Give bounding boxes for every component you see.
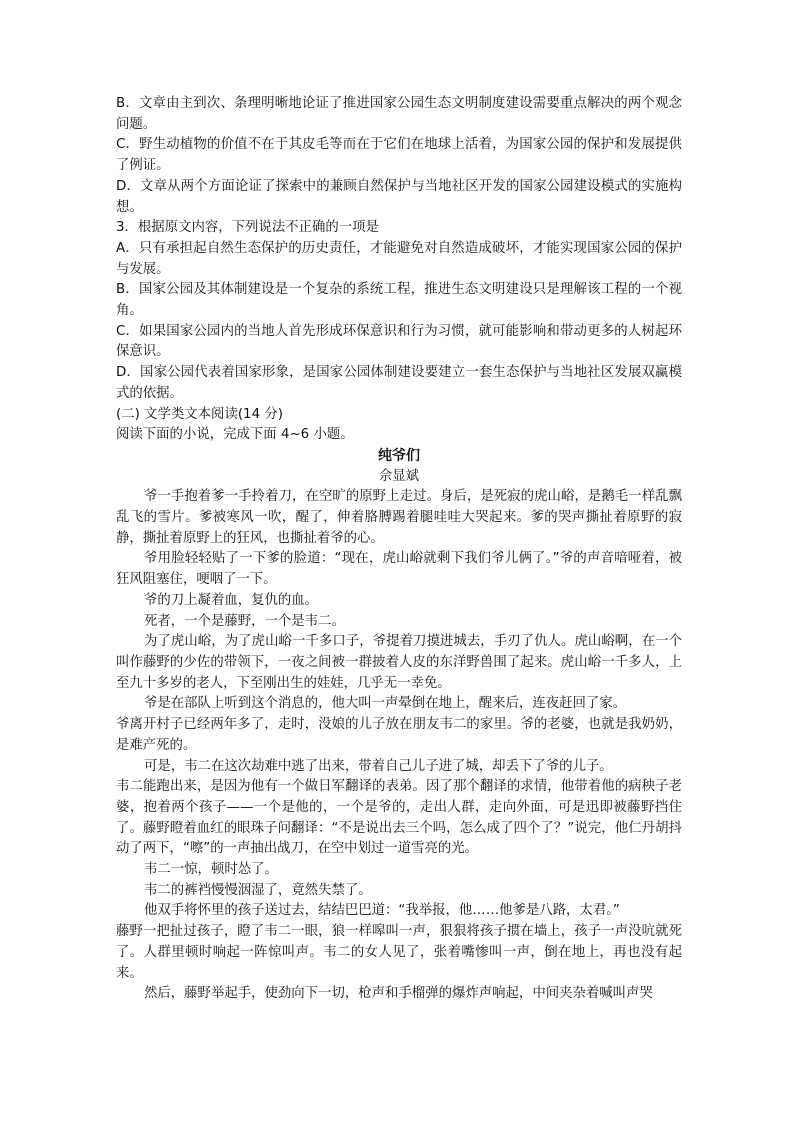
story-paragraph: 死者，一个是藤野，一个是韦二。: [144, 613, 345, 629]
option-item: D．文章从两个方面论证了探索中的兼顾自然保护与当地社区开发的国家公园建设模式的实施构想。: [116, 178, 682, 215]
story-paragraph: 爷一手抱着爹一手拎着刀，在空旷的原野上走过。身后，是死寂的虎山峪，是鹅毛一样乱飘乱飞的雪片。爹被寒风一吹，醒了，伸着胳膊踢着腿哇哇大哭起来。爹的哭声撕扯着原野的寂静，撕扯着原野上的狂风，也撕扯着爷的心。: [116, 489, 682, 546]
option-item: D．国家公园代表着国家形象，是国家公园体制建设要建立一套生态保护与当地社区发展双赢模式的依据。: [116, 365, 682, 401]
story-paragraph: 爷是在部队上听到这个消息的，他大叫一声晕倒在地上，醒来后，连夜赶回了家。: [144, 696, 627, 712]
question-3-stem: 3．根据原文内容，下列说法不正确的一项是: [116, 220, 379, 236]
story-paragraph: 韦二能跑出来，是因为他有一个做日军翻译的表弟。因了那个翻译的求情，他带着他的病秧子老婆，抱着两个孩子——一个是他的，一个是爷的，走出人群，走向外面，可是迅即被藤野挡住了。藤野瞪着血红的眼珠子问翻译：“不是说出去三个吗，怎么成了四个了？”说完，他仁丹胡抖动了两下，“嚓”的一声抽出战刀，在空中划过一道雪亮的光。: [116, 779, 682, 857]
option-item: B．国家公园及其体制建设是一个复杂的系统工程，推进生态文明建设只是理解该工程的一个视角。: [116, 282, 682, 319]
option-item: B．文章由主到次、条理明晰地论证了推进国家公园生态文明制度建设需要重点解决的两个观念问题。: [116, 96, 682, 132]
story-paragraph: 韦二一惊，顿时怂了。: [144, 862, 278, 878]
story-paragraph: 爷用脸轻轻贴了一下爹的脸道：“现在，虎山峪就剩下我们爷儿俩了。”爷的声音喑哑着，被狂风阻塞住，哽咽了一下。: [116, 551, 682, 588]
story-paragraph: 他双手将怀里的孩子送过去，结结巴巴道：“我举报，他……他爹是八路，太君。”: [144, 903, 620, 919]
question-options-top: [116, 94, 682, 218]
story-paragraph: 然后，藤野举起手，使劲向下一切，枪声和手榴弹的爆炸声响起，中间夹杂着喊叫声哭: [144, 986, 653, 1002]
story-paragraph: 韦二的裤裆慢慢洇湿了，竟然失禁了。: [144, 882, 372, 898]
story-paragraph: 爷离开村子已经两年多了，走时，没娘的儿子放在朋友韦二的家里。爷的老婆，也就是我奶奶，是难产死的。: [116, 717, 682, 753]
story-paragraph: 藤野一把扯过孩子，瞪了韦二一眼，狼一样嗥叫一声，狠狠将孩子掼在墙上，孩子一声没吭就死了。人群里顿时响起一阵惊叫声。韦二的女人见了，张着嘴惨叫一声，倒在地上，再也没有起来。: [116, 924, 682, 981]
option-item: C．野生动植物的价值不在于其皮毛等而在于它们在地球上活着，为国家公园的保护和发展提供了例证。: [116, 137, 682, 174]
document-page: [116, 94, 682, 1005]
question-3-options: [116, 239, 682, 405]
story-paragraph: 为了虎山峪，为了虎山峪一千多口子，爷提着刀摸进城去，手刃了仇人。虎山峪啊，在一个叫作藤野的少佐的带领下，一夜之间被一群披着人皮的东洋野兽围了起来。虎山峪一千多人，上至九十多岁的老人，下至刚出生的娃娃，几乎无一幸免。: [116, 634, 682, 691]
story-author: 佘显斌: [378, 468, 420, 484]
option-item: C．如果国家公园内的当地人首先形成环保意识和行为习惯，就可能影响和带动更多的人树起环保意识。: [116, 323, 682, 360]
story-body: [116, 487, 682, 1005]
section-instruction: 阅读下面的小说，完成下面 4~6 小题。: [116, 427, 354, 443]
option-item: A．只有承担起自然生态保护的历史责任，才能避免对自然造成破坏，才能实现国家公园的保护与发展。: [116, 240, 682, 277]
section-heading: (二) 文学类文本阅读(14 分): [116, 406, 283, 422]
story-paragraph: 可是，韦二在这次劫难中逃了出来，带着自己儿子进了城，却丢下了爷的儿子。: [144, 758, 613, 774]
story-paragraph: 爷的刀上凝着血，复仇的血。: [144, 592, 319, 608]
story-title: 纯爷们: [378, 447, 420, 464]
